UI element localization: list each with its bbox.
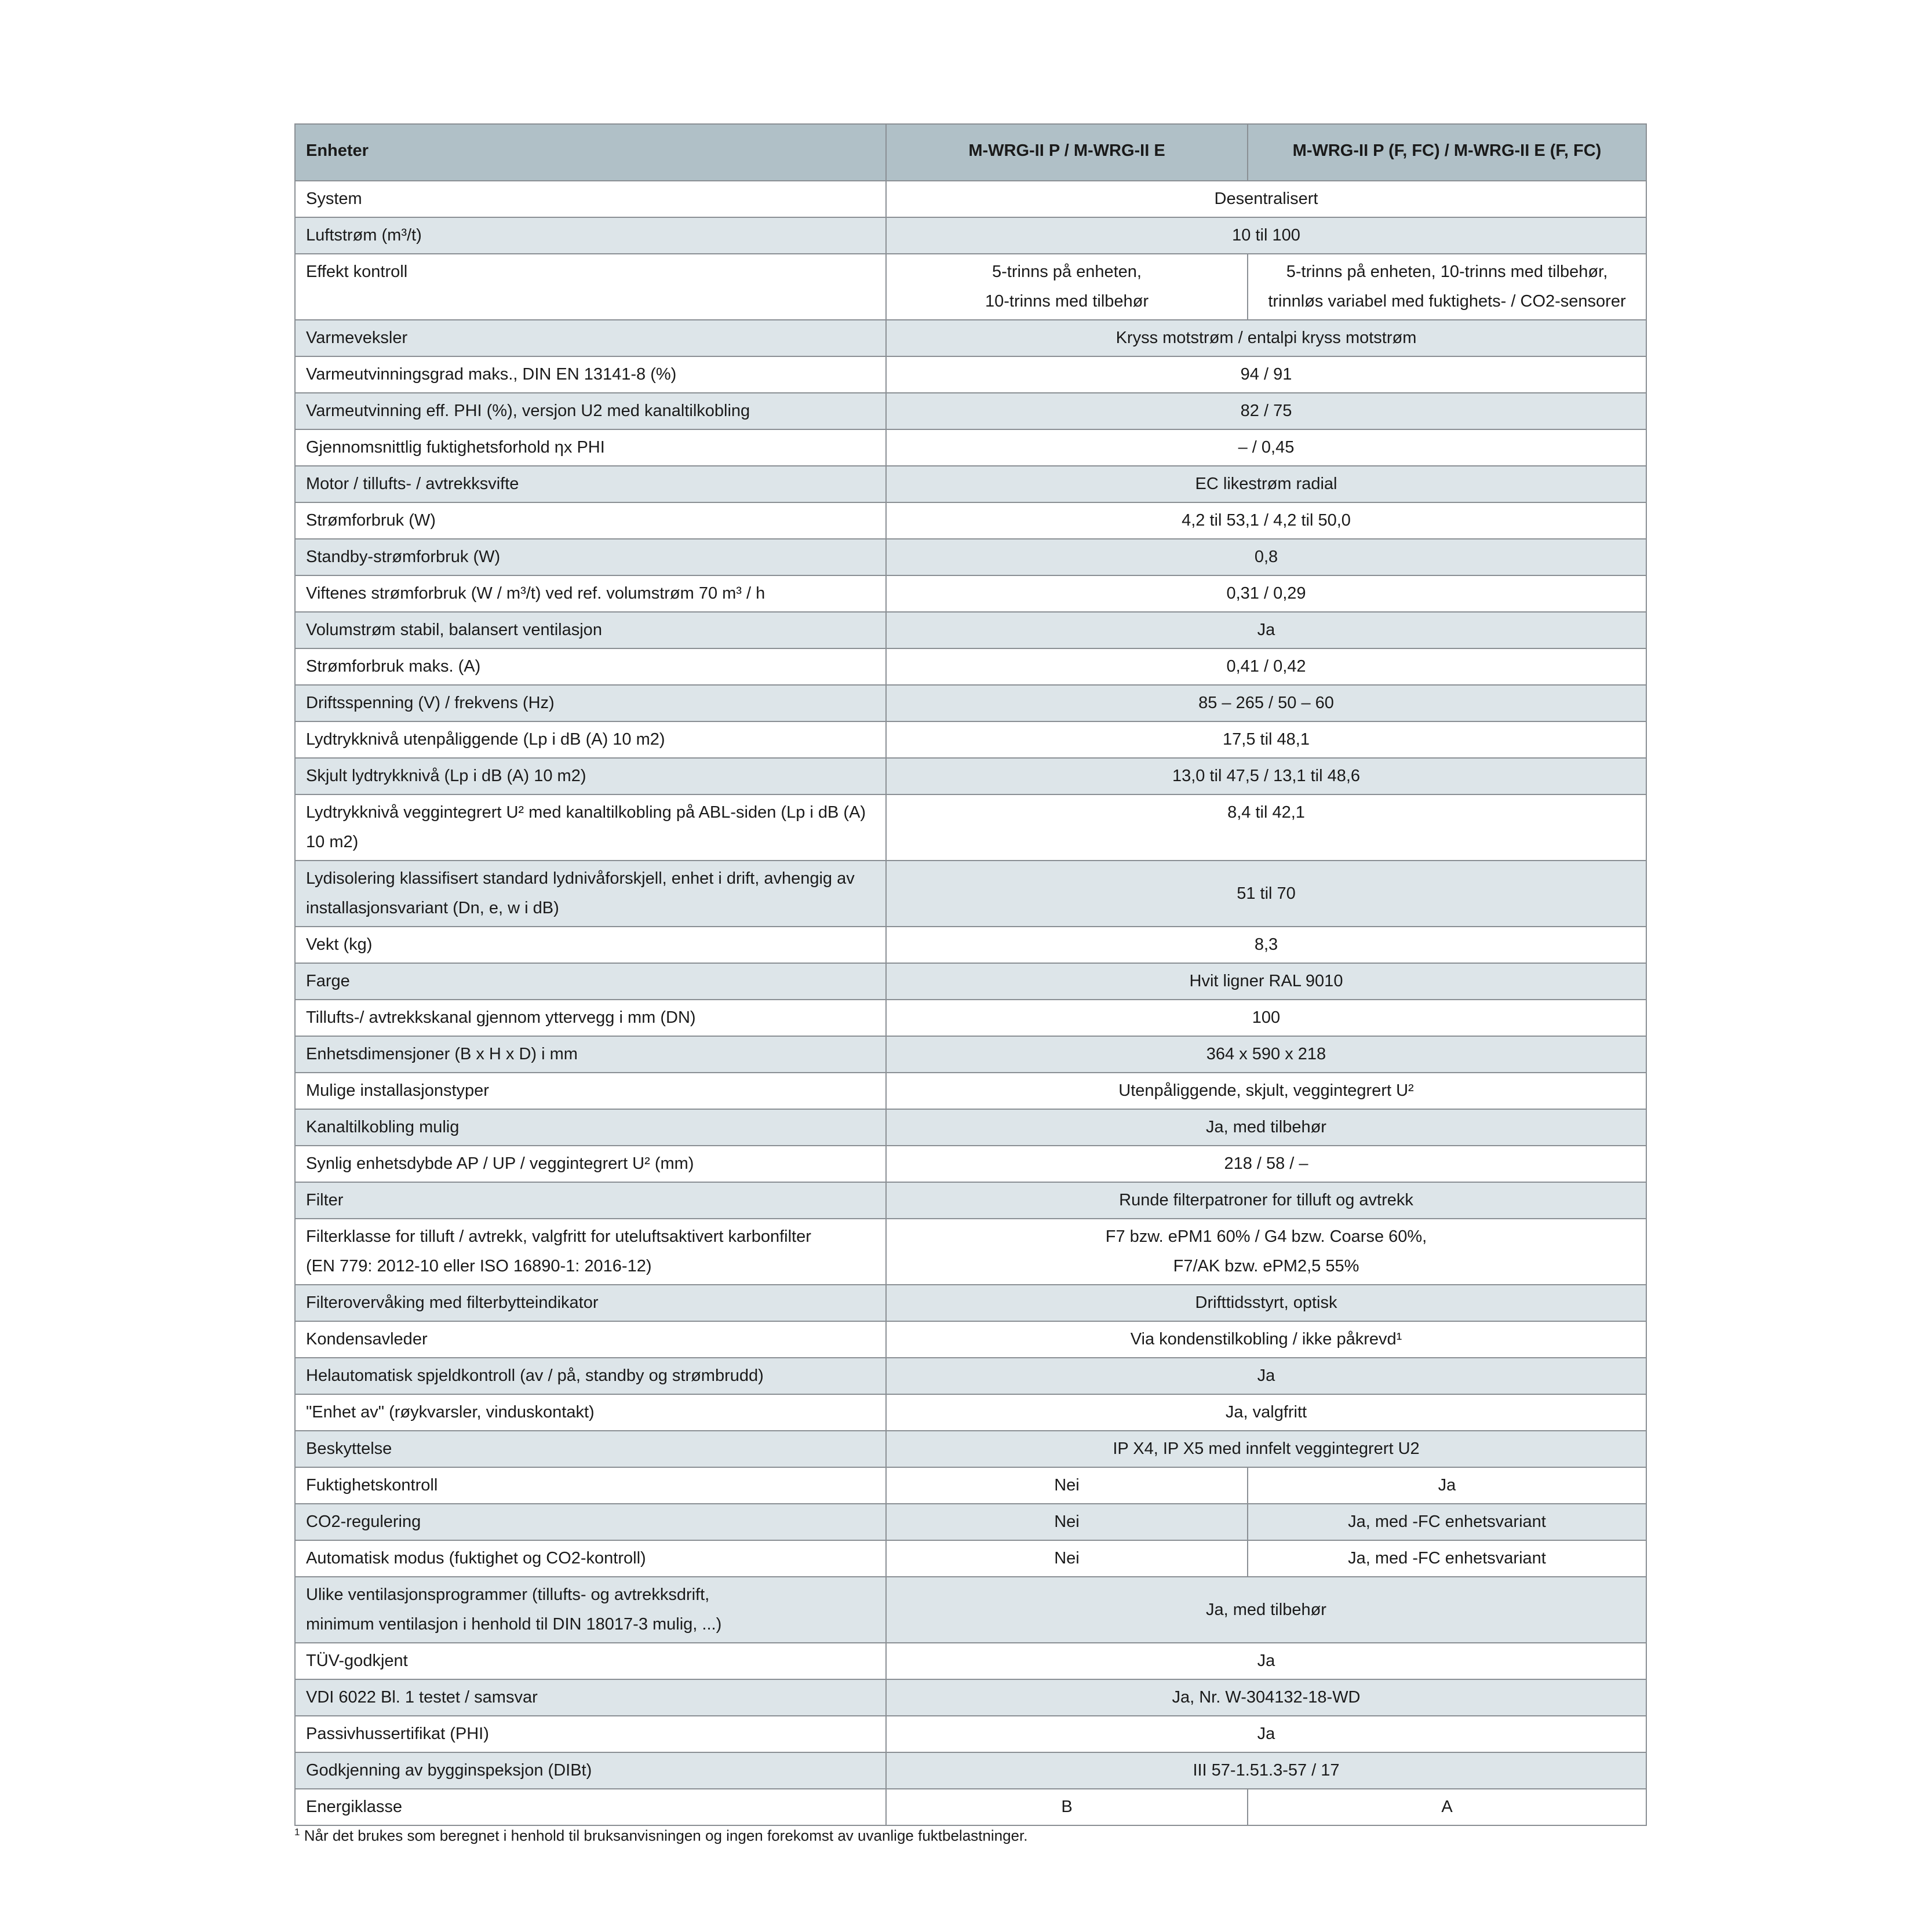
row-value-line: Hvit ligner RAL 9010	[1189, 972, 1343, 990]
table-row	[295, 1504, 1646, 1540]
table-row	[295, 1716, 1646, 1752]
table-row	[295, 1073, 1646, 1109]
row-value	[886, 1073, 1646, 1109]
row-label-line: (EN 779: 2012-10 eller ISO 16890-1: 2016-12)	[306, 1257, 652, 1275]
row-label-line: installasjonsvariant (Dn, e, w i dB)	[306, 899, 559, 917]
row-label	[295, 181, 886, 217]
row-label	[295, 1219, 886, 1285]
row-value	[886, 758, 1646, 794]
row-value-line: 8,3	[1254, 935, 1278, 954]
table-row	[295, 575, 1646, 612]
row-value-line: 82 / 75	[1240, 402, 1292, 420]
row-label-line: Lydisolering klassifisert standard lydnivåforskjell, enhet i drift, avhengig av	[306, 869, 855, 888]
row-label	[295, 721, 886, 758]
row-value-basic-line: 5-trinns på enheten,	[992, 263, 1142, 281]
row-label	[295, 356, 886, 393]
row-value-line: 51 til 70	[1237, 884, 1296, 903]
row-label-line: Luftstrøm (m³/t)	[306, 226, 422, 245]
row-label	[295, 685, 886, 721]
row-value	[886, 612, 1646, 648]
table-row	[295, 685, 1646, 721]
row-label-line: Energiklasse	[306, 1798, 403, 1816]
row-value-basic-line: Nei	[1054, 1549, 1080, 1568]
row-label-line: Volumstrøm stabil, balansert ventilasjon	[306, 621, 602, 639]
row-label-line: Filterovervåking med filterbytteindikator	[306, 1293, 599, 1312]
row-label	[295, 1467, 886, 1504]
row-label	[295, 217, 886, 254]
row-label-line: Kanaltilkobling mulig	[306, 1118, 460, 1136]
row-label-line: Farge	[306, 972, 350, 990]
row-label	[295, 1752, 886, 1789]
row-value-line: 17,5 til 48,1	[1223, 730, 1310, 749]
row-value-line: F7/AK bzw. ePM2,5 55%	[1173, 1257, 1359, 1275]
table-row	[295, 1394, 1646, 1431]
row-label-line: "Enhet av" (røykvarsler, vinduskontakt)	[306, 1403, 595, 1421]
row-label	[295, 575, 886, 612]
row-label-line: CO2-regulering	[306, 1512, 421, 1531]
row-value	[886, 963, 1646, 1000]
table-row	[295, 1109, 1646, 1146]
row-label	[295, 502, 886, 539]
row-label-line: Automatisk modus (fuktighet og CO2-kontroll)	[306, 1549, 646, 1568]
row-label-line: Lydtrykknivå veggintegrert U² med kanaltilkobling på ABL-siden (Lp i dB (A)	[306, 803, 866, 822]
row-value-line: Drifttidsstyrt, optisk	[1195, 1293, 1337, 1312]
row-label-line: Beskyttelse	[306, 1439, 392, 1458]
row-value-sensor-line: trinnløs variabel med fuktighets- / CO2-sensorer	[1268, 292, 1626, 311]
row-value	[886, 1394, 1646, 1431]
table-row	[295, 429, 1646, 466]
row-label	[295, 1036, 886, 1073]
row-label-line: Gjennomsnittlig fuktighetsforhold ηx PHI	[306, 438, 605, 457]
row-label-line: Lydtrykknivå utenpåliggende (Lp i dB (A) 10 m2)	[306, 730, 665, 749]
row-value	[886, 861, 1646, 927]
row-label	[295, 1540, 886, 1577]
row-label-line: Viftenes strømforbruk (W / m³/t) ved ref. volumstrøm 70 m³ / h	[306, 584, 765, 603]
table-row	[295, 181, 1646, 217]
footnote-marker: 1	[294, 1827, 300, 1838]
row-value	[886, 181, 1646, 217]
row-value-line: Utenpåliggende, skjult, veggintegrert U²	[1118, 1081, 1414, 1100]
table-row	[295, 1752, 1646, 1789]
row-label	[295, 1285, 886, 1321]
row-label	[295, 393, 886, 429]
row-value	[886, 648, 1646, 685]
table-row	[295, 1577, 1646, 1643]
table-row	[295, 721, 1646, 758]
table-row	[295, 1182, 1646, 1219]
spec-table	[294, 123, 1647, 1826]
table-row	[295, 648, 1646, 685]
table-row	[295, 927, 1646, 963]
table-row	[295, 393, 1646, 429]
row-value-line: 85 – 265 / 50 – 60	[1198, 694, 1334, 712]
row-value-basic	[886, 1504, 1248, 1540]
row-value	[886, 575, 1646, 612]
row-value-line: Ja	[1257, 1652, 1275, 1670]
row-label	[295, 1000, 886, 1036]
row-label	[295, 648, 886, 685]
row-label-line: System	[306, 189, 362, 208]
row-value-line: Ja	[1257, 1366, 1275, 1385]
row-label-line: Varmeutvinning eff. PHI (%), versjon U2 med kanaltilkobling	[306, 402, 750, 420]
row-value-line: Desentralisert	[1214, 189, 1318, 208]
row-label	[295, 927, 886, 963]
row-value-line: Kryss motstrøm / entalpi kryss motstrøm	[1116, 329, 1417, 347]
table-row	[295, 861, 1646, 927]
row-value-line: Ja	[1257, 621, 1275, 639]
table-row	[295, 502, 1646, 539]
row-value	[886, 1321, 1646, 1358]
row-value	[886, 320, 1646, 356]
table-row	[295, 612, 1646, 648]
row-value-line: Runde filterpatroner for tilluft og avtrekk	[1119, 1191, 1413, 1209]
row-label	[295, 1109, 886, 1146]
table-row	[295, 254, 1646, 320]
spec-table-body	[295, 181, 1646, 1825]
row-label	[295, 1679, 886, 1716]
row-value	[886, 927, 1646, 963]
row-label-line: Strømforbruk (W)	[306, 511, 436, 530]
row-value	[886, 539, 1646, 575]
row-value-line: 0,31 / 0,29	[1226, 584, 1306, 603]
row-value	[886, 1000, 1646, 1036]
table-row	[295, 1358, 1646, 1394]
row-value	[886, 1219, 1646, 1285]
row-value	[886, 721, 1646, 758]
table-row	[295, 466, 1646, 502]
table-row	[295, 1540, 1646, 1577]
row-label	[295, 466, 886, 502]
footnote-text: Når det brukes som beregnet i henhold til bruksanvisningen og ingen forekomst av uvanlige fuktbelastninger.	[304, 1827, 1028, 1844]
row-label-line: Synlig enhetsdybde AP / UP / veggintegrert U² (mm)	[306, 1154, 694, 1173]
row-value	[886, 1036, 1646, 1073]
row-label-line: Varmeveksler	[306, 329, 408, 347]
row-value-line: 364 x 590 x 218	[1206, 1045, 1326, 1063]
row-label	[295, 861, 886, 927]
row-label	[295, 1789, 886, 1825]
row-value-sensor	[1248, 1789, 1646, 1825]
row-value	[886, 1358, 1646, 1394]
row-value-line: IP X4, IP X5 med innfelt veggintegrert U2	[1113, 1439, 1420, 1458]
row-value	[886, 1679, 1646, 1716]
row-label-line: Vekt (kg)	[306, 935, 373, 954]
row-label	[295, 1073, 886, 1109]
table-row	[295, 1285, 1646, 1321]
row-label-line: Tillufts-/ avtrekkskanal gjennom yttervegg i mm (DN)	[306, 1008, 696, 1027]
header-units: Enheter	[295, 124, 886, 181]
row-label	[295, 963, 886, 1000]
row-label	[295, 1577, 886, 1643]
row-label	[295, 1394, 886, 1431]
row-value	[886, 466, 1646, 502]
row-value-line: 218 / 58 / –	[1224, 1154, 1308, 1173]
row-label-line: Driftsspenning (V) / frekvens (Hz)	[306, 694, 555, 712]
table-row	[295, 1467, 1646, 1504]
row-label-line: VDI 6022 Bl. 1 testet / samsvar	[306, 1688, 538, 1707]
row-label	[295, 1358, 886, 1394]
table-row	[295, 758, 1646, 794]
row-label	[295, 1431, 886, 1467]
row-label	[295, 1504, 886, 1540]
row-value-sensor-line: A	[1441, 1798, 1453, 1816]
row-label-line: TÜV-godkjent	[306, 1652, 408, 1670]
row-value-basic-line: B	[1061, 1798, 1073, 1816]
row-value-basic-line: 10-trinns med tilbehør	[985, 292, 1149, 311]
spec-table-header	[295, 124, 1646, 181]
row-label-line: Strømforbruk maks. (A)	[306, 657, 481, 676]
row-value-sensor-line: 5-trinns på enheten, 10-trinns med tilbehør,	[1286, 263, 1608, 281]
row-value	[886, 1285, 1646, 1321]
row-label	[295, 320, 886, 356]
row-value	[886, 393, 1646, 429]
row-value-line: 4,2 til 53,1 / 4,2 til 50,0	[1182, 511, 1351, 530]
row-label-line: Varmeutvinningsgrad maks., DIN EN 13141-8 (%)	[306, 365, 677, 384]
row-value-line: EC likestrøm radial	[1195, 475, 1337, 493]
row-label-line: Kondensavleder	[306, 1330, 428, 1348]
row-label	[295, 429, 886, 466]
row-label-line: Fuktighetskontroll	[306, 1476, 438, 1494]
table-row	[295, 320, 1646, 356]
row-value-line: Ja	[1257, 1725, 1275, 1743]
row-value	[886, 794, 1646, 861]
row-label-line: Skjult lydtrykknivå (Lp i dB (A) 10 m2)	[306, 767, 586, 785]
table-row	[295, 1219, 1646, 1285]
table-row	[295, 794, 1646, 861]
row-value	[886, 429, 1646, 466]
row-value	[886, 1109, 1646, 1146]
row-value-sensor-line: Ja, med -FC enhetsvariant	[1348, 1512, 1546, 1531]
row-label	[295, 1182, 886, 1219]
row-label-line: Ulike ventilasjonsprogrammer (tillufts- og avtrekksdrift,	[306, 1585, 710, 1604]
table-row	[295, 1431, 1646, 1467]
header-model-basic: M-WRG-II P / M-WRG-II E	[886, 124, 1248, 181]
row-label-line: Enhetsdimensjoner (B x H x D) i mm	[306, 1045, 578, 1063]
row-label-line: Standby-strømforbruk (W)	[306, 548, 501, 566]
row-label-line: Filterklasse for tilluft / avtrekk, valgfritt for uteluftsaktivert karbonfilter	[306, 1227, 811, 1246]
row-value	[886, 217, 1646, 254]
row-value-line: 94 / 91	[1240, 365, 1292, 384]
table-row	[295, 356, 1646, 393]
table-row	[295, 217, 1646, 254]
row-value-basic	[886, 1540, 1248, 1577]
row-value	[886, 1716, 1646, 1752]
table-row	[295, 963, 1646, 1000]
row-value-basic	[886, 1467, 1248, 1504]
row-value-line: 0,8	[1254, 548, 1278, 566]
row-value-line: 100	[1252, 1008, 1281, 1027]
row-label-line: Filter	[306, 1191, 344, 1209]
row-label-line: 10 m2)	[306, 833, 359, 851]
row-value-basic-line: Nei	[1054, 1512, 1080, 1531]
row-value	[886, 685, 1646, 721]
row-value	[886, 1431, 1646, 1467]
table-row	[295, 1321, 1646, 1358]
row-value-basic	[886, 1789, 1248, 1825]
row-value	[886, 356, 1646, 393]
row-value-sensor-line: Ja	[1438, 1476, 1456, 1494]
row-value-line: Ja, med tilbehør	[1206, 1118, 1326, 1136]
row-value-line: 0,41 / 0,42	[1226, 657, 1306, 676]
row-label-line: Passivhussertifikat (PHI)	[306, 1725, 489, 1743]
table-row	[295, 1679, 1646, 1716]
row-label	[295, 794, 886, 861]
table-row	[295, 1146, 1646, 1182]
row-value	[886, 1643, 1646, 1679]
header-model-sensor: M-WRG-II P (F, FC) / M-WRG-II E (F, FC)	[1248, 124, 1646, 181]
row-value-basic-line: Nei	[1054, 1476, 1080, 1494]
row-value-basic	[886, 254, 1248, 320]
table-row	[295, 539, 1646, 575]
row-label-line: Godkjenning av bygginspeksjon (DIBt)	[306, 1761, 592, 1780]
row-value-sensor	[1248, 1504, 1646, 1540]
table-row	[295, 1000, 1646, 1036]
row-value-line: 13,0 til 47,5 / 13,1 til 48,6	[1172, 767, 1361, 785]
row-value	[886, 1182, 1646, 1219]
row-value	[886, 1752, 1646, 1789]
row-value-sensor	[1248, 254, 1646, 320]
table-row	[295, 1643, 1646, 1679]
row-label-line: minimum ventilasjon i henhold til DIN 18017-3 mulig, ...)	[306, 1615, 722, 1634]
row-value-line: 8,4 til 42,1	[1227, 803, 1305, 822]
row-label	[295, 1643, 886, 1679]
row-value-sensor-line: Ja, med -FC enhetsvariant	[1348, 1549, 1546, 1568]
row-label	[295, 1716, 886, 1752]
row-label	[295, 758, 886, 794]
row-value	[886, 502, 1646, 539]
footnote	[294, 1827, 1027, 1845]
row-label-line: Helautomatisk spjeldkontroll (av / på, standby og strømbrudd)	[306, 1366, 764, 1385]
row-value	[886, 1577, 1646, 1643]
row-value-line: III 57-1.51.3-57 / 17	[1193, 1761, 1340, 1780]
row-value-sensor	[1248, 1540, 1646, 1577]
row-label	[295, 1321, 886, 1358]
row-value-line: – / 0,45	[1238, 438, 1295, 457]
row-value-line: Via kondenstilkobling / ikke påkrevd¹	[1130, 1330, 1402, 1348]
table-row	[295, 1036, 1646, 1073]
row-value-line: Ja, valgfritt	[1225, 1403, 1307, 1421]
row-value-line: Ja, med tilbehør	[1206, 1600, 1326, 1619]
table-row	[295, 1789, 1646, 1825]
row-label	[295, 539, 886, 575]
row-label	[295, 1146, 886, 1182]
row-value-sensor	[1248, 1467, 1646, 1504]
row-label	[295, 612, 886, 648]
row-label	[295, 254, 886, 320]
row-value-line: F7 bzw. ePM1 60% / G4 bzw. Coarse 60%,	[1105, 1227, 1427, 1246]
row-value-line: 10 til 100	[1232, 226, 1300, 245]
row-label-line: Motor / tillufts- / avtrekksvifte	[306, 475, 519, 493]
row-value-line: Ja, Nr. W-304132-18-WD	[1172, 1688, 1361, 1707]
row-label-line: Effekt kontroll	[306, 263, 408, 281]
row-value	[886, 1146, 1646, 1182]
row-label-line: Mulige installasjonstyper	[306, 1081, 489, 1100]
